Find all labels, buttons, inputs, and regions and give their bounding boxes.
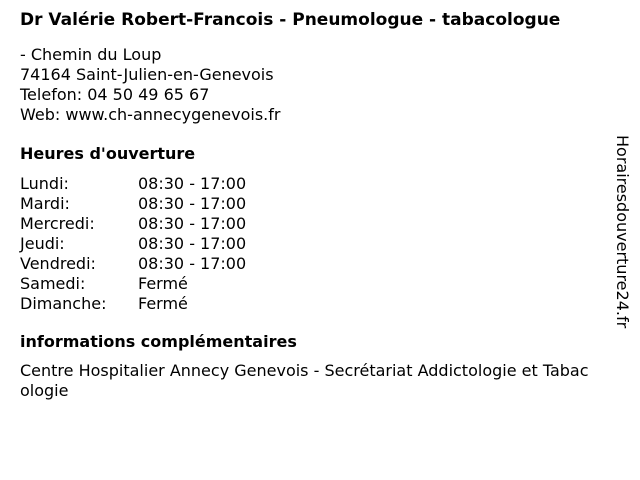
day-label: Lundi:	[20, 174, 69, 193]
website-link[interactable]: Web: www.ch-annecygenevois.fr	[20, 105, 281, 124]
phone-number[interactable]: Telefon: 04 50 49 65 67	[20, 85, 210, 104]
page-title: Dr Valérie Robert-Francois - Pneumologue - tabacologue	[20, 10, 561, 30]
info-heading: informations complémentaires	[20, 332, 297, 351]
hours-row-monday	[20, 174, 594, 194]
day-label: Jeudi:	[20, 234, 65, 253]
hours-row-sunday	[20, 294, 594, 314]
hours-row-friday	[20, 254, 594, 274]
street-address: - Chemin du Loup	[20, 45, 162, 64]
day-label: Mardi:	[20, 194, 70, 213]
hours-row-wednesday	[20, 214, 594, 234]
time-value: 08:30 - 17:00	[138, 174, 247, 193]
hours-row-thursday	[20, 234, 594, 254]
address-block	[20, 45, 594, 125]
day-label: Dimanche:	[20, 294, 107, 313]
time-value: 08:30 - 17:00	[138, 214, 247, 233]
time-value: 08:30 - 17:00	[138, 194, 247, 213]
info-text: Centre Hospitalier Annecy Genevois - Secrétariat Addictologie et Tabacologie	[20, 361, 589, 400]
hours-row-saturday	[20, 274, 594, 294]
city-address: 74164 Saint-Julien-en-Genevois	[20, 65, 274, 84]
time-value: Fermé	[138, 294, 188, 313]
time-value: 08:30 - 17:00	[138, 254, 247, 273]
day-label: Samedi:	[20, 274, 86, 293]
time-value: Fermé	[138, 274, 188, 293]
day-label: Vendredi:	[20, 254, 96, 273]
listing-card	[20, 9, 594, 401]
brand-watermark: Horairesdouverture24.fr	[613, 135, 632, 329]
day-label: Mercredi:	[20, 214, 95, 233]
hours-row-tuesday	[20, 194, 594, 214]
opening-hours-table	[20, 174, 594, 314]
hours-heading: Heures d'ouverture	[20, 144, 196, 163]
time-value: 08:30 - 17:00	[138, 234, 247, 253]
